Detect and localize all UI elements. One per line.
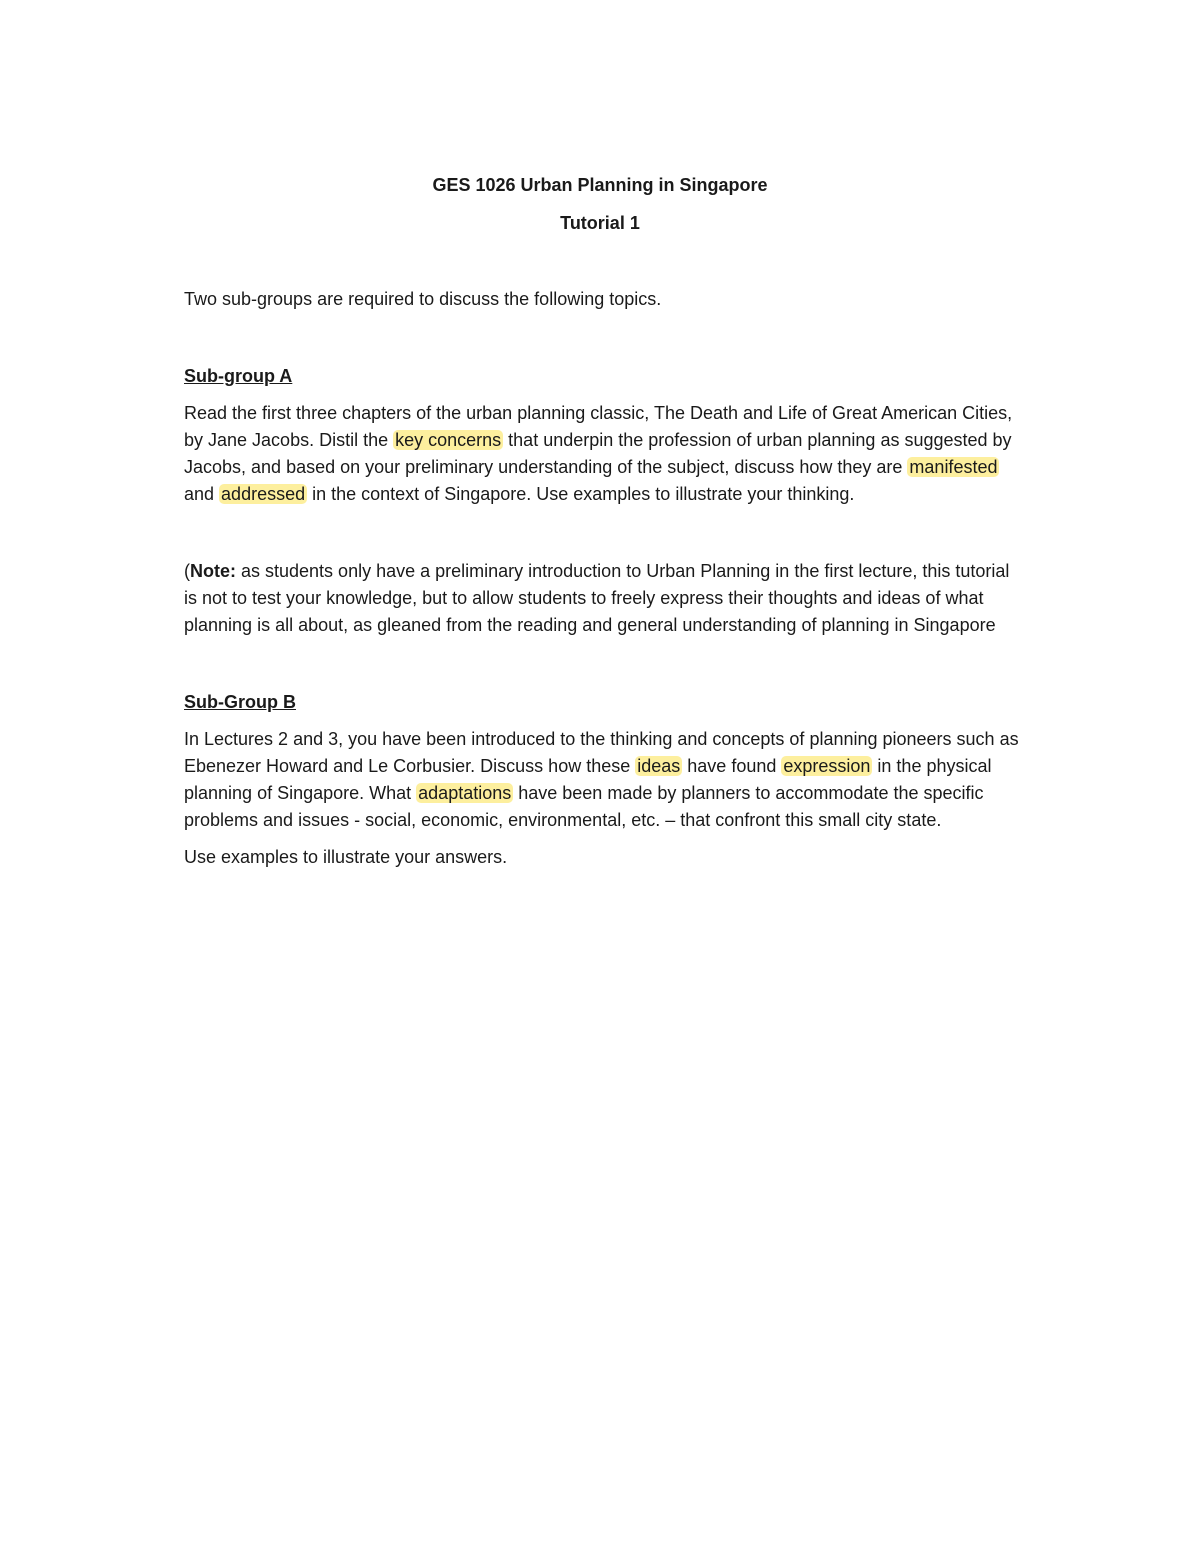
highlight-ideas: ideas <box>637 756 681 776</box>
sub-group-b-paragraph <box>184 726 1024 834</box>
sub-group-a-heading: Sub-group A <box>184 366 293 386</box>
highlight-addressed: addressed <box>221 484 306 504</box>
text-segment: Read the first three chapters of the urban planning classic, The Death and Life of Great American Cities, by Jane Jacobs. Distil the <box>184 403 1013 450</box>
highlight-expression: expression <box>783 756 871 776</box>
highlight-adaptations: adaptations <box>418 783 512 803</box>
text-segment: In Lectures 2 and 3, you have been introduced to the thinking and concepts of planning pioneers such as Ebenezer Howard and Le Corbusier. Discuss how these <box>184 729 1019 776</box>
note-text: as students only have a preliminary introduction to Urban Planning in the first lecture, this tutorial is not to test your knowledge, but to allow students to freely express their thoughts and ideas of what planning is all about, as gleaned from the reading and general understanding of planning in Singapore <box>184 561 1010 635</box>
text-segment: have been made by planners to accommodate the specific problems and issues - social, economic, environmental, etc. – that confront this small city state. <box>184 783 984 830</box>
note-paragraph <box>184 558 1024 639</box>
text-segment: in the physical planning of Singapore. What <box>184 756 992 803</box>
highlight-key-concerns: key concerns <box>395 430 502 450</box>
sub-group-a-paragraph <box>184 400 1024 508</box>
highlight-manifested: manifested <box>909 457 998 477</box>
sub-group-b-heading: Sub-Group B <box>184 692 296 712</box>
text-segment: in the context of Singapore. Use examples to illustrate your thinking. <box>307 484 855 504</box>
intro-paragraph: Two sub-groups are required to discuss the following topics. <box>184 289 662 309</box>
text-segment: that underpin the profession of urban planning as suggested by Jacobs, and based on your preliminary understanding of the subject, discuss how they are <box>184 430 1012 477</box>
text-segment: have found <box>682 756 782 776</box>
document-content <box>184 172 1024 871</box>
document-title: GES 1026 Urban Planning in Singapore <box>432 175 768 195</box>
text-segment: and <box>184 484 220 504</box>
note-label: Note: <box>190 561 236 581</box>
document-subtitle: Tutorial 1 <box>560 213 640 233</box>
sub-group-b-closing: Use examples to illustrate your answers. <box>184 847 508 867</box>
note-open-paren: ( <box>184 561 190 581</box>
